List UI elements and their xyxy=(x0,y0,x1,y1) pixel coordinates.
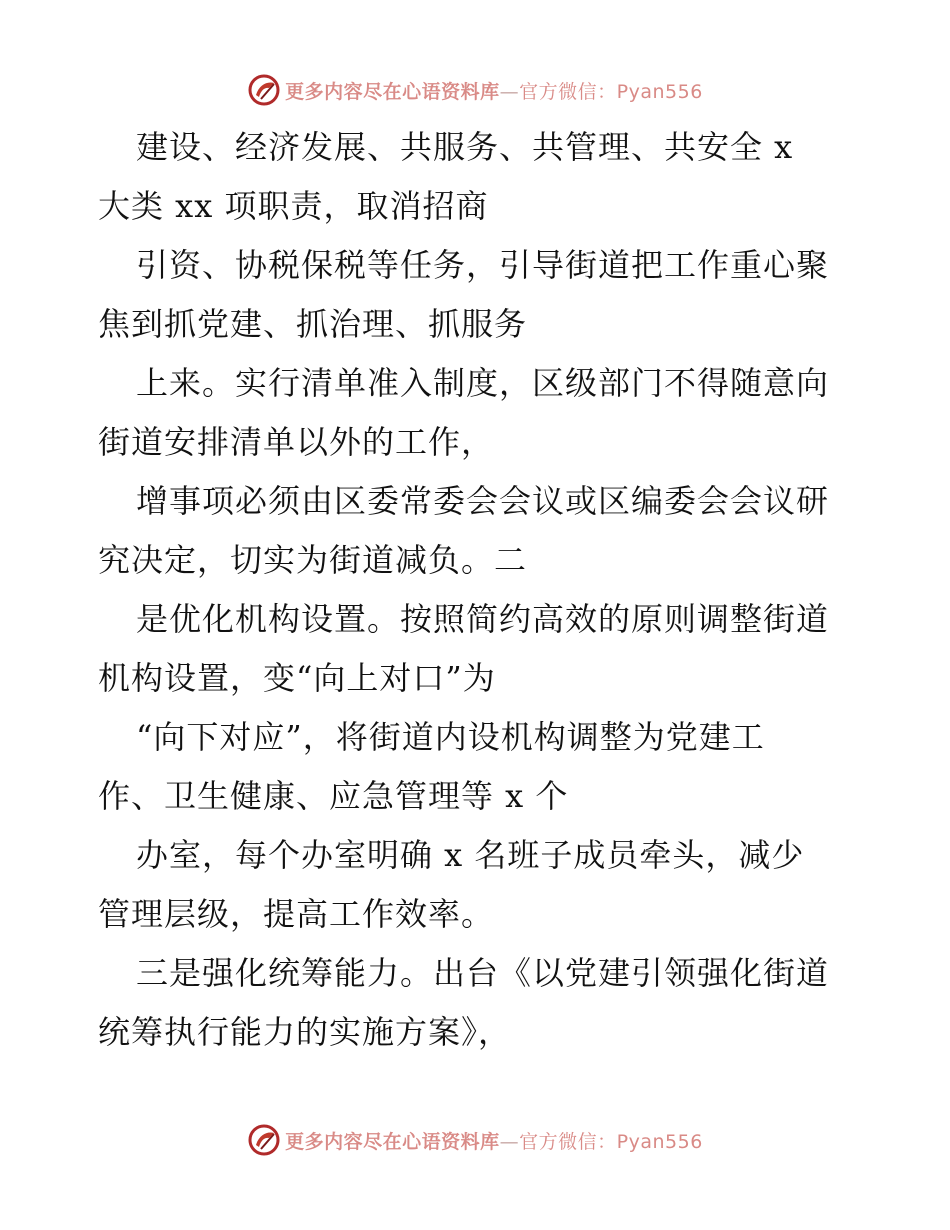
text-line: 统筹执行能力的实施方案》， xyxy=(98,1013,512,1051)
watermark-wechat: 官方微信：Pyan556 xyxy=(519,1130,703,1153)
brand-logo-icon xyxy=(247,1123,281,1157)
watermark-brand: 更多内容尽在心语资料库 xyxy=(285,1130,500,1153)
text-line: “向下对应”，将街道内设机构调整为党建工 xyxy=(136,718,765,756)
watermark-dash: — xyxy=(499,80,520,103)
brand-logo-icon xyxy=(247,73,281,107)
watermark-text xyxy=(285,1127,703,1154)
text-line: 引资、协税保税等任务，引导街道把工作重心聚 xyxy=(136,246,830,284)
text-line: 究决定，切实为街道减负。二 xyxy=(98,541,528,579)
watermark-brand: 更多内容尽在心语资料库 xyxy=(285,80,500,103)
text-line: 作、卫生健康、应急管理等 x 个 xyxy=(98,777,569,815)
watermark-footer xyxy=(0,1120,950,1160)
watermark-dash: — xyxy=(499,1130,520,1153)
watermark-text xyxy=(285,77,703,104)
document-body xyxy=(98,118,868,1062)
text-line: 上来。实行清单准入制度，区级部门不得随意向 xyxy=(136,364,830,402)
text-line: 是优化机构设置。按照简约高效的原则调整街道 xyxy=(136,600,830,638)
text-line: 大类 xx 项职责，取消招商 xyxy=(98,187,489,225)
watermark-header xyxy=(0,70,950,110)
text-line: 机构设置，变“向上对口”为 xyxy=(98,659,496,697)
text-line: 增事项必须由区委常委会会议或区编委会会议研 xyxy=(136,482,830,520)
text-line: 三是强化统筹能力。出台《以党建引领强化街道 xyxy=(136,954,830,992)
text-line: 街道安排清单以外的工作， xyxy=(98,423,495,461)
text-line: 办室，每个办室明确 x 名班子成员牵头，减少 xyxy=(136,836,805,874)
watermark-wechat: 官方微信：Pyan556 xyxy=(519,80,703,103)
text-line: 建设、经济发展、共服务、共管理、共安全 x xyxy=(136,128,794,166)
text-line: 焦到抓党建、抓治理、抓服务 xyxy=(98,305,528,343)
text-line: 管理层级，提高工作效率。 xyxy=(98,895,495,933)
